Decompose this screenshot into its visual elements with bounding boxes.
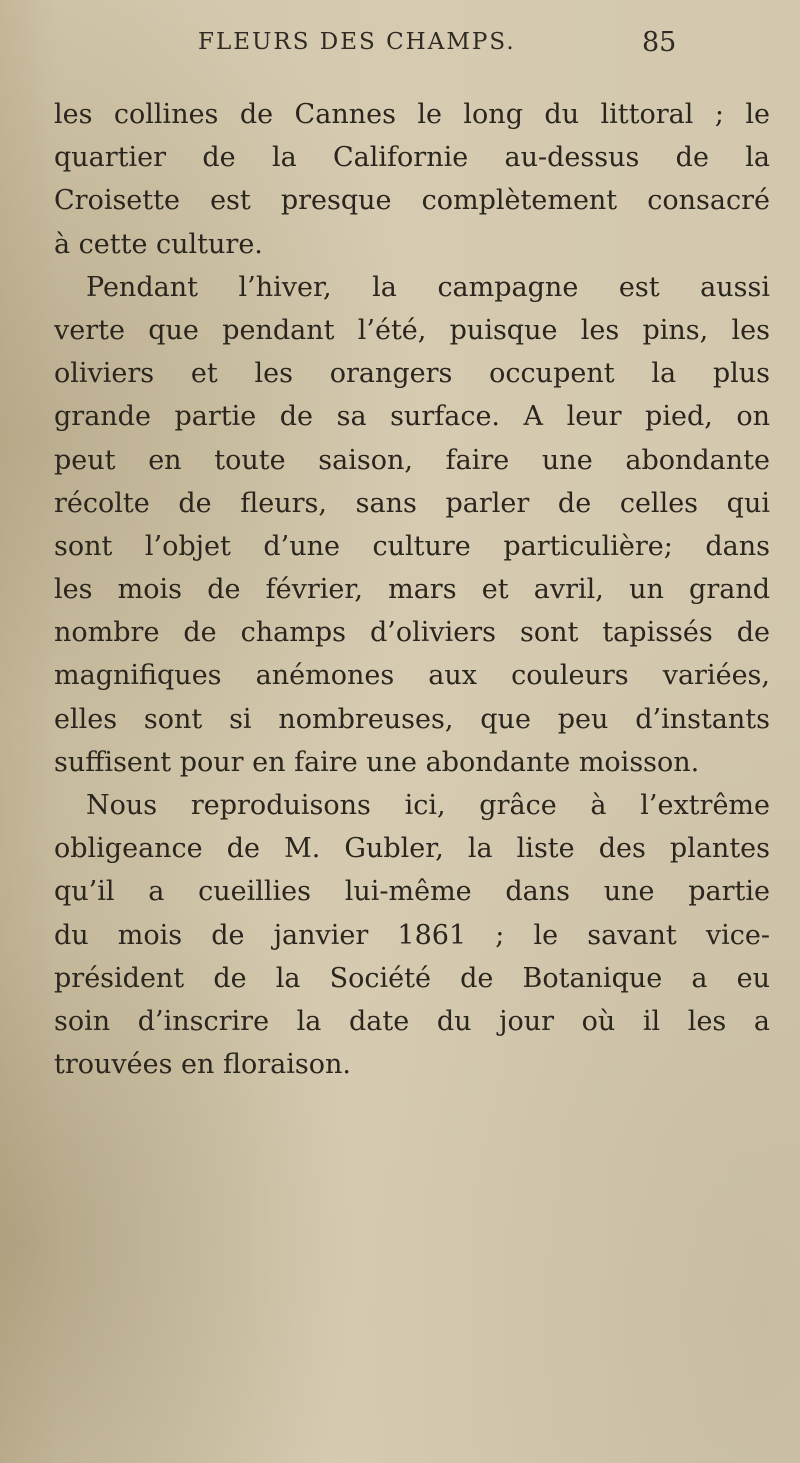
- text-line: magnifiques anémones aux couleurs variées,: [54, 660, 770, 692]
- page-number: 85: [642, 27, 677, 58]
- text-line: sont l’objet d’une culture particulière; dans: [54, 530, 770, 562]
- text-line: Nous reproduisons ici, grâce à l’extrême: [86, 790, 770, 821]
- text-line: les collines de Cannes le long du littoral ; le: [54, 99, 770, 130]
- text-line: récolte de fleurs, sans parler de celles qui: [54, 487, 770, 519]
- text-line: elles sont si nombreuses, que peu d’instants: [54, 703, 770, 735]
- text-line: verte que pendant l’été, puisque les pins, les: [54, 314, 770, 346]
- text-line: grande partie de sa surface. A leur pied, on: [54, 401, 770, 433]
- text-line: trouvées en floraison.: [54, 1049, 351, 1081]
- body-text: [54, 93, 770, 1086]
- running-head: [0, 29, 800, 69]
- text-line: Croisette est presque complètement consacré: [54, 185, 770, 217]
- text-line: président de la Société de Botanique a eu: [54, 962, 770, 994]
- text-line: à cette culture.: [54, 228, 263, 260]
- text-line: quartier de la Californie au-dessus de la: [54, 142, 770, 174]
- text-line: obligeance de M. Gubler, la liste des plantes: [54, 833, 770, 865]
- text-line: nombre de champs d’oliviers sont tapissés de: [54, 617, 770, 649]
- running-head-title: FLEURS DES CHAMPS.: [198, 29, 516, 55]
- text-line: oliviers et les orangers occupent la plus: [54, 358, 770, 390]
- text-line: les mois de février, mars et avril, un grand: [54, 574, 770, 606]
- text-line: soin d’inscrire la date du jour où il les a: [54, 1005, 770, 1037]
- text-line: Pendant l’hiver, la campagne est aussi: [86, 271, 770, 303]
- text-line: du mois de janvier 1861 ; le savant vice-: [54, 919, 770, 951]
- text-line: qu’il a cueillies lui-même dans une partie: [54, 876, 770, 908]
- text-line: suffisent pour en faire une abondante moisson.: [54, 746, 700, 778]
- text-line: peut en toute saison, faire une abondante: [54, 444, 770, 476]
